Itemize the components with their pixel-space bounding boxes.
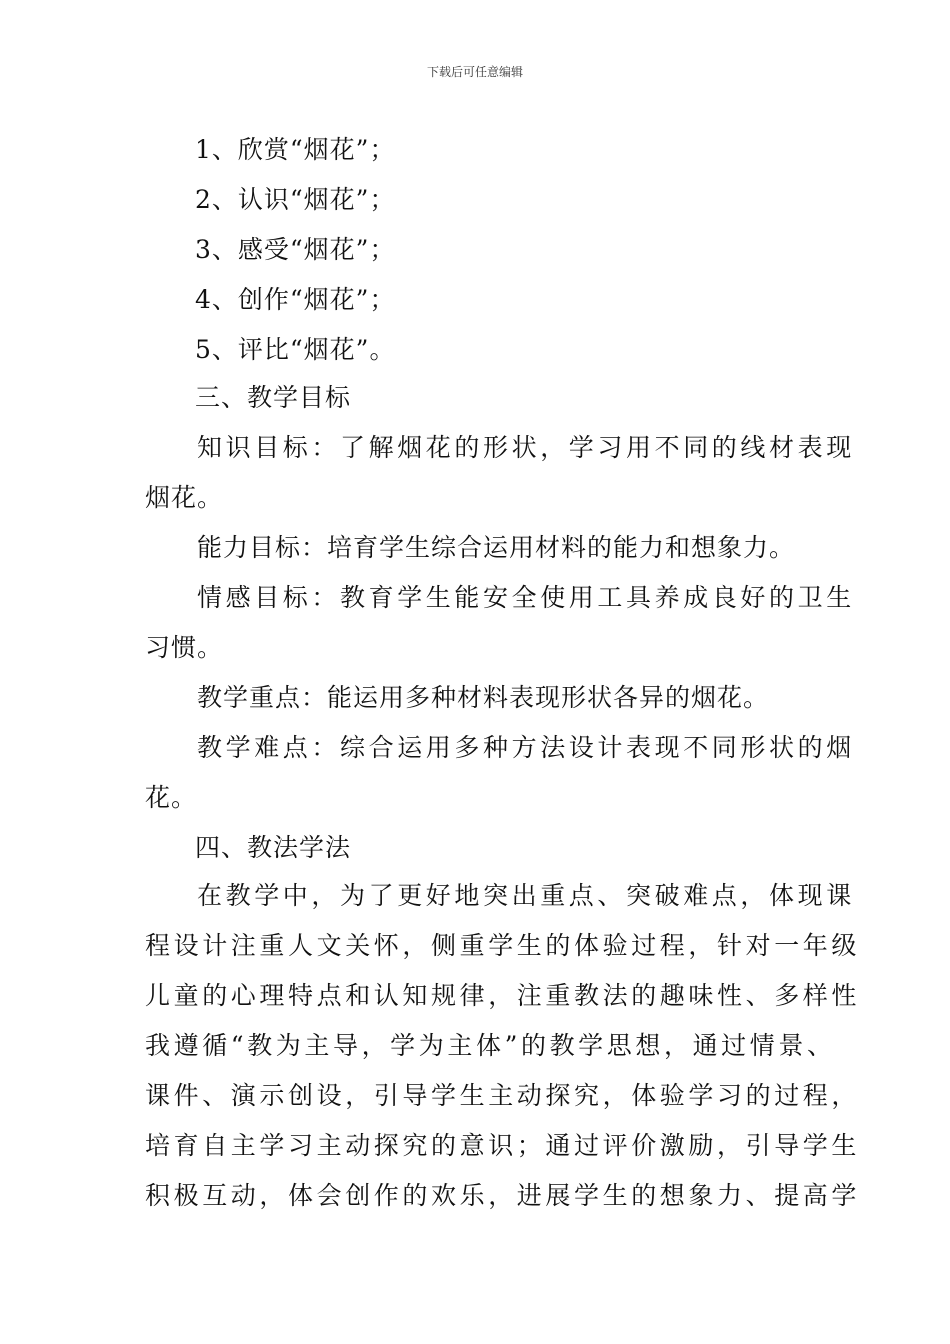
- knowledge-objective-line: 知识目标：了解烟花的形状，学习用不同的线材表现: [197, 433, 855, 462]
- difficulty-continuation: 花。: [145, 783, 198, 812]
- section-heading-methods: 四、教法学法: [195, 833, 352, 862]
- list-item: 5、评比“烟花”。: [195, 335, 396, 364]
- paragraph-line: 我遵循“教为主导，学为主体”的教学思想，通过情景、: [145, 1031, 836, 1060]
- knowledge-objective-continuation: 烟花。: [145, 483, 224, 512]
- paragraph-line: 课件、演示创设，引导学生主动探究，体验学习的过程，: [145, 1081, 861, 1110]
- paragraph-line: 儿童的心理特点和认知规律，注重教法的趣味性、多样性: [145, 981, 861, 1010]
- paragraph-line: 程设计注重人文关怀，侧重学生的体验过程，针对一年级: [145, 931, 861, 960]
- list-item: 1、欣赏“烟花”；: [195, 135, 396, 164]
- paragraph-line: 积极互动，体会创作的欢乐，进展学生的想象力、提高学: [145, 1181, 861, 1210]
- section-heading-objectives: 三、教学目标: [195, 383, 352, 412]
- list-item: 4、创作“烟花”；: [195, 285, 396, 314]
- key-point: 教学重点：能运用多种材料表现形状各异的烟花。: [197, 683, 770, 712]
- list-item: 2、认识“烟花”；: [195, 185, 396, 214]
- difficulty-line: 教学难点：综合运用多种方法设计表现不同形状的烟: [197, 733, 855, 762]
- paragraph-line: 培育自主学习主动探究的意识；通过评价激励，引导学生: [145, 1131, 861, 1160]
- list-item: 3、感受“烟花”；: [195, 235, 396, 264]
- ability-objective: 能力目标：培育学生综合运用材料的能力和想象力。: [197, 533, 796, 562]
- emotion-objective-line: 情感目标：教育学生能安全使用工具养成良好的卫生: [197, 583, 855, 612]
- paragraph-line: 在教学中，为了更好地突出重点、突破难点，体现课: [197, 881, 855, 910]
- page-header-note: 下载后可任意编辑: [426, 65, 523, 79]
- emotion-objective-continuation: 习惯。: [145, 633, 224, 662]
